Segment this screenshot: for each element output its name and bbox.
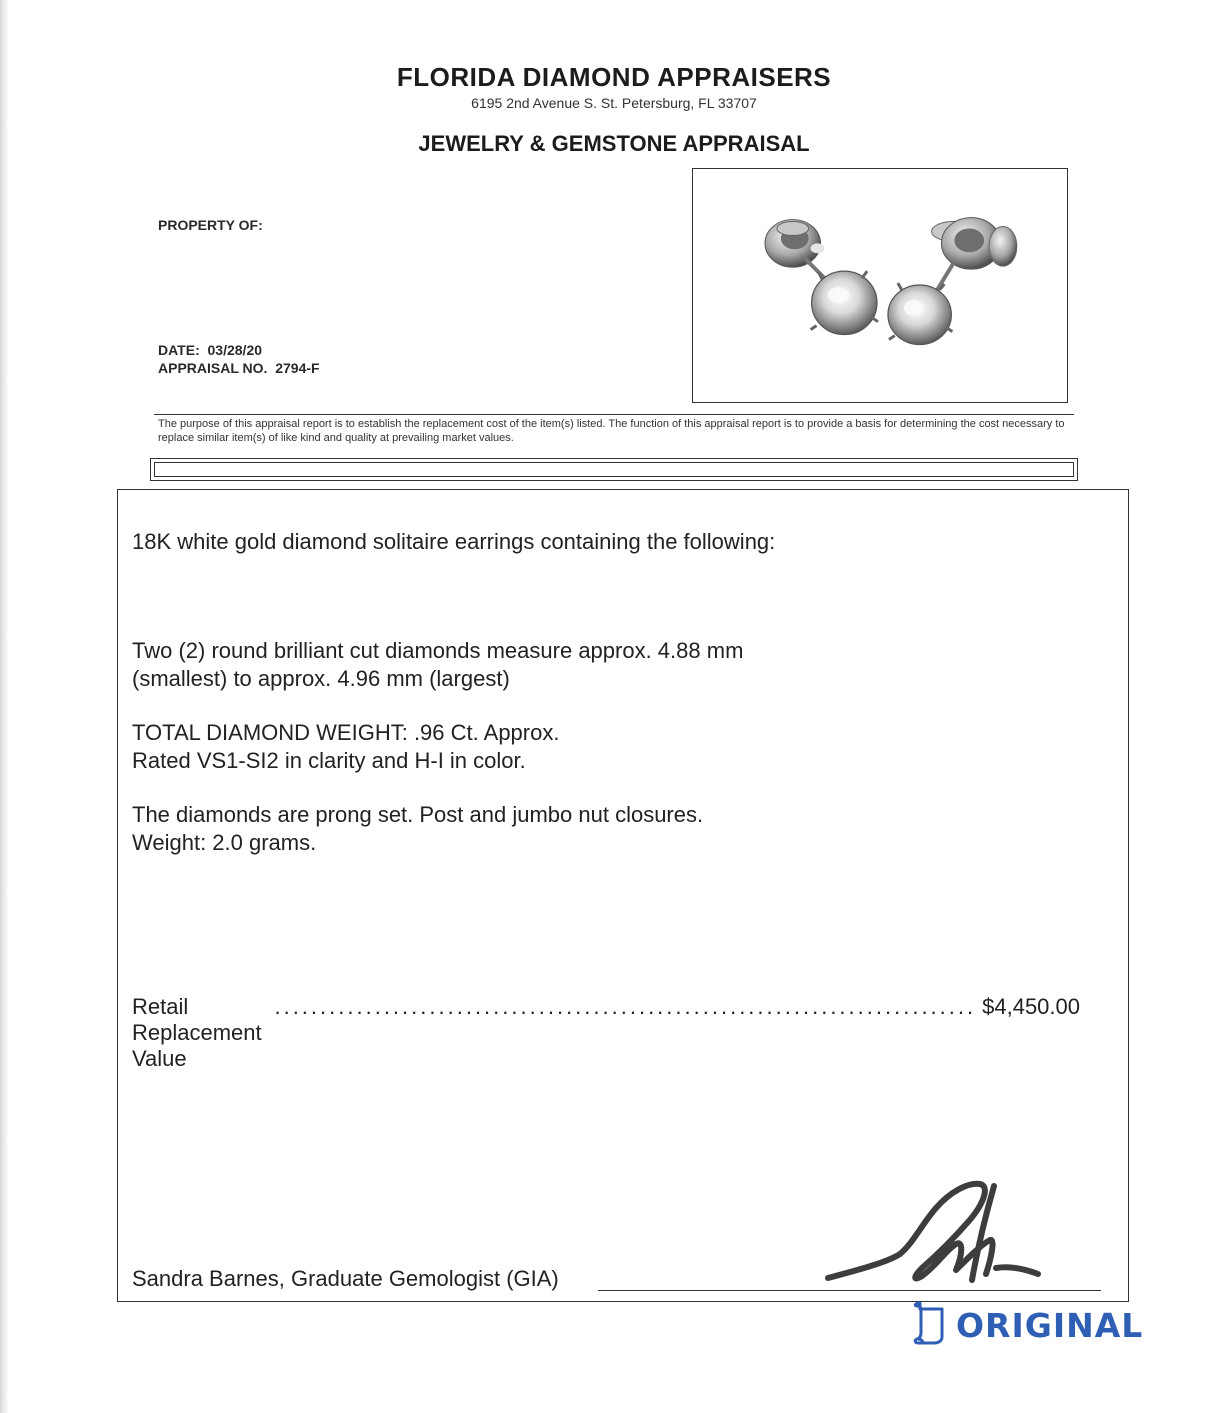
stones-line-2: (smallest) to approx. 4.96 mm (largest) <box>132 666 510 691</box>
scroll-icon <box>912 1303 948 1347</box>
setting-line: The diamonds are prong set. Post and jumbo nut closures. <box>132 802 704 827</box>
total-weight-line: TOTAL DIAMOND WEIGHT: .96 Ct. Approx. <box>132 720 560 745</box>
left-earring <box>765 220 878 335</box>
right-earring <box>888 218 1017 345</box>
report-title: JEWELRY & GEMSTONE APPRAISAL <box>418 131 810 156</box>
replacement-value-label: Retail Replacement Value <box>132 994 262 1071</box>
earrings-photo <box>693 169 1067 402</box>
stones-line-1: Two (2) round brilliant cut diamonds measure approx. 4.88 mm <box>132 638 744 663</box>
property-of-label: PROPERTY OF: <box>158 217 263 233</box>
replacement-value-row <box>132 994 1080 1072</box>
original-stamp-text: ORIGINAL <box>956 1305 1144 1345</box>
signer-name: Sandra Barnes, Graduate Gemologist (GIA) <box>132 1266 559 1291</box>
appraisal-number-value: 2794-F <box>275 360 320 376</box>
replacement-value-amount: $4,450.00 <box>982 994 1080 1019</box>
date-row <box>158 342 262 358</box>
original-stamp <box>912 1303 1143 1347</box>
appraisal-number-label: APPRAISAL NO. <box>158 360 268 376</box>
gram-weight-line: Weight: 2.0 grams. <box>132 830 317 855</box>
setting-description <box>132 801 703 857</box>
dot-leader: ............................................................................. <box>274 994 977 1019</box>
weight-description <box>132 719 559 775</box>
appraisal-number-row <box>158 360 320 376</box>
clarity-color-line: Rated VS1-SI2 in clarity and H-I in color. <box>132 748 526 773</box>
handwritten-signature <box>818 1170 1048 1300</box>
purpose-rule <box>154 414 1074 415</box>
divider-bar <box>150 458 1078 481</box>
scan-edge <box>0 0 9 1413</box>
item-photo <box>692 168 1068 403</box>
company-name: FLORIDA DIAMOND APPRAISERS <box>396 62 832 92</box>
item-title: 18K white gold diamond solitaire earrings containing the following: <box>132 529 776 554</box>
date-label: DATE: <box>158 342 200 358</box>
company-address: 6195 2nd Avenue S. St. Petersburg, FL 33707 <box>471 95 757 111</box>
date-value: 03/28/20 <box>207 342 263 358</box>
stones-description <box>132 637 743 693</box>
purpose-statement: The purpose of this appraisal report is to establish the replacement cost of the item(s) listed. The function of this appraisal report is to provide a basis for determining the cost necessary to replace similar item(s) of like kind and quality at prevailing market values. <box>158 418 1065 444</box>
